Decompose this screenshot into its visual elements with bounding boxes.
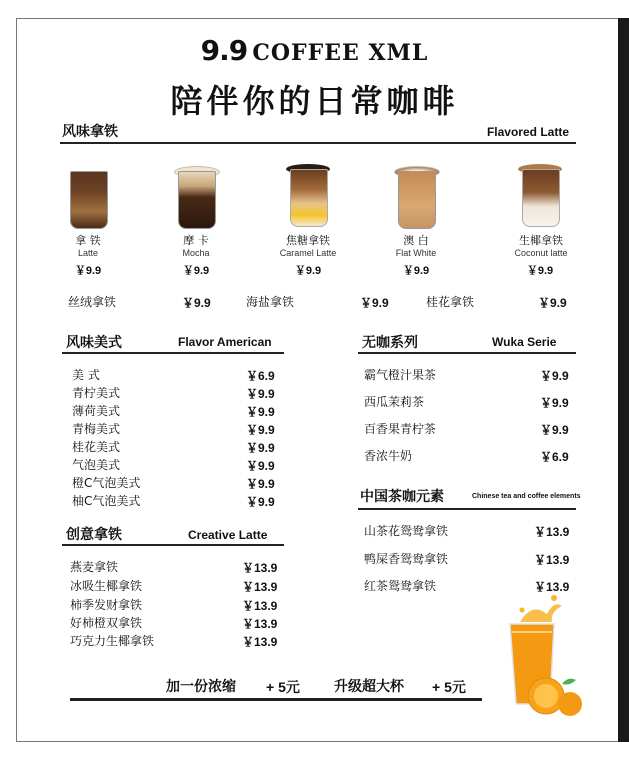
tea-divider [358,508,576,510]
extra-item-name: 丝绒拿铁 [68,295,117,309]
menu-item-price: ￥9.9 [246,423,275,437]
creative-title-cn: 创意拿铁 [66,527,122,543]
addon-large-cup-price: + 5元 [432,679,466,695]
menu-item-price: ￥9.9 [246,495,275,509]
wuka-divider [358,352,576,354]
brand-title [0,34,629,67]
menu-item-name: 薄荷美式 [72,404,121,418]
wuka-title-en: Wuka Serie [492,335,557,349]
menu-item-price: ￥9.9 [246,441,275,455]
addon-espresso-label: 加一份浓缩 [166,679,236,695]
menu-item-name: 青柠美式 [72,386,121,400]
product-name-en: Caramel Latte [279,248,337,258]
extra-item-price: ￥9.9 [360,296,389,310]
extra-item-name: 桂花拿铁 [426,295,475,309]
menu-item-name: 好柿橙双拿铁 [70,616,143,630]
product-name-cn: 生椰拿铁 [519,234,563,247]
product-price: ￥9.9 [526,265,554,277]
menu-item-name: 香浓牛奶 [364,449,413,463]
menu-item-price: ￥9.9 [246,459,275,473]
menu-item-name: 百香果青柠茶 [364,422,437,436]
american-title-en: Flavor American [178,335,272,349]
menu-item-name: 气泡美式 [72,458,121,472]
product-name-cn: 拿 铁 [75,234,101,247]
menu-item-name: 青梅美式 [72,422,121,436]
menu-item-price: ￥9.9 [540,396,569,410]
menu-item-price: ￥9.9 [246,405,275,419]
product-name-en: Mocha [182,248,210,258]
flavored-title-cn: 风味拿铁 [62,124,118,140]
menu-item-name: 美 式 [72,368,100,382]
flat-white-cup-icon [396,166,436,228]
product-name-cn: 澳 白 [403,234,429,247]
menu-item-name: 桂花美式 [72,440,121,454]
menu-item-price: ￥13.9 [242,635,278,649]
menu-item-price: ￥13.9 [242,561,278,575]
latte-cup-icon [68,166,108,228]
menu-item-name: 巧克力生椰拿铁 [70,634,155,648]
menu-item-price: ￥13.9 [534,525,570,539]
menu-item-price: ￥9.9 [246,477,275,491]
caramel-latte-cup-icon [288,164,328,226]
menu-item-price: ￥9.9 [540,423,569,437]
american-divider [62,352,284,354]
mocha-cup-icon [176,166,216,228]
product-price: ￥9.9 [74,265,102,277]
menu-item-price: ￥13.9 [534,553,570,567]
product-name-cn: 摩 卡 [183,234,209,247]
menu-item-name: 西瓜茉莉茶 [364,395,425,409]
menu-item-price: ￥13.9 [242,617,278,631]
menu-item-name: 冰吸生椰拿铁 [70,579,143,593]
menu-item-name: 红茶鸳鸯拿铁 [364,579,437,593]
menu-item-name: 霸气橙汁果茶 [364,368,437,382]
product-name-en: Flat White [395,248,437,258]
tea-title-en: Chinese tea and coffee elements [472,493,581,500]
menu-item-name: 橙C气泡美式 [72,476,141,490]
addon-large-cup-label: 升级超大杯 [334,679,404,695]
page-subtitle: 陪伴你的日常咖啡 [170,82,459,120]
menu-item-price: ￥13.9 [534,580,570,594]
product-name-en: Coconut latte [514,248,568,258]
brand-text: COFFEE XML [252,40,429,66]
brand-number: 9.9 [200,34,248,67]
menu-item-price: ￥9.9 [540,369,569,383]
american-title-cn: 风味美式 [66,335,122,351]
product-price: ￥9.9 [294,265,322,277]
tea-title-cn: 中国茶咖元素 [360,489,444,505]
flavored-title-en: Flavored Latte [486,125,569,139]
menu-item-name: 柚C气泡美式 [72,494,141,508]
menu-item-name: 山茶花鸳鸯拿铁 [364,524,449,538]
menu-item-name: 柿季发财拿铁 [70,598,143,612]
extra-item-price: ￥9.9 [182,296,211,310]
creative-title-en: Creative Latte [188,528,268,542]
wuka-title-cn: 无咖系列 [362,335,418,351]
orange-juice-icon [492,592,582,722]
menu-item-price: ￥13.9 [242,580,278,594]
menu-item-price: ￥13.9 [242,599,278,613]
menu-item-price: ￥6.9 [540,450,569,464]
creative-divider [62,544,284,546]
extra-item-price: ￥9.9 [538,296,567,310]
addon-espresso-price: + 5元 [266,679,300,695]
product-price: ￥9.9 [402,265,430,277]
footer-divider [70,698,482,701]
product-name-cn: 焦糖拿铁 [286,234,330,247]
coconut-latte-cup-icon [520,164,560,226]
menu-item-price: ￥6.9 [246,369,275,383]
product-price: ￥9.9 [182,265,210,277]
flavored-divider [60,142,576,144]
menu-item-name: 鸭屎香鸳鸯拿铁 [364,552,449,566]
menu-item-price: ￥9.9 [246,387,275,401]
menu-item-name: 燕麦拿铁 [70,560,119,574]
product-name-en: Latte [77,248,99,258]
right-edge-bar [618,18,629,742]
extra-item-name: 海盐拿铁 [246,295,295,309]
